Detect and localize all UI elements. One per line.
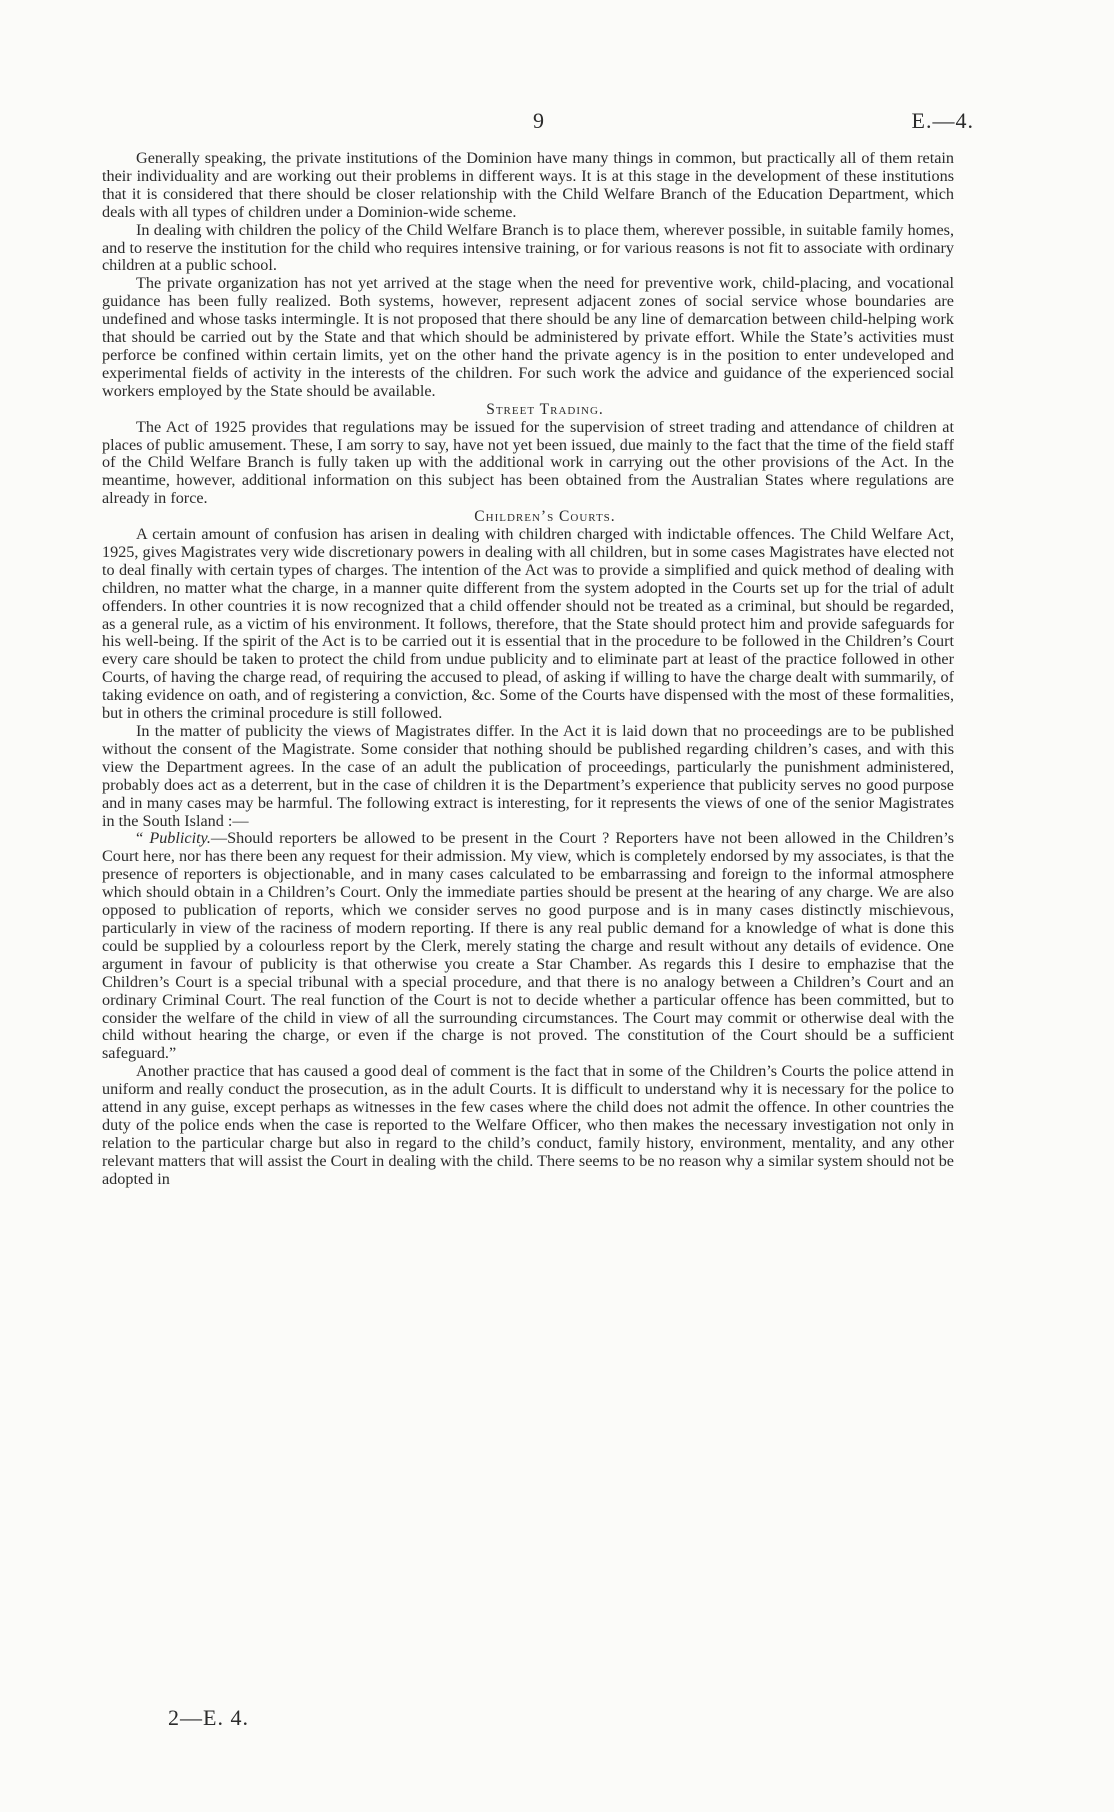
paragraph-private-organization: The private organization has not yet arrived at the stage when the need for preventive work, child-placing, and vocational guidance has been fully realized. Both systems, however, represent adjacent zones of social service whose boundaries are undefined and whose tasks intermingle. It is not proposed that there should be any line of demarcation between child-helping work that should be carried out by the State and that which should be administered by private effort. While the State’s activities must perforce be confined within certain limits, yet on the other hand the private agency is in the position to enter undeveloped and experimental fields of activity in the interests of the children. For such work the advice and guidance of the experienced social workers employed by the State should be available. — [102, 274, 954, 400]
page-number: 9 — [533, 108, 544, 133]
section-heading-street-trading: Street Trading. — [486, 400, 604, 418]
page-header — [0, 108, 1114, 138]
paragraph-publicity: In the matter of publicity the views of Magistrates differ. In the Act it is laid down that no proceedings are to be published without the consent of the Magistrate. Some consider that nothing should be published regarding children’s cases, and with this view the Department agrees. In the case of an adult the publication of proceedings, particularly the punishment administered, probably does act as a deterrent, but in the case of children it is the Department’s experience that publicity serves no good purpose and in many cases may be harmful. The following extract is interesting, for it represents the views of one of the senior Magistrates in the South Island :— — [102, 722, 954, 830]
body-text — [102, 150, 954, 1189]
paragraph-child-welfare-policy: In dealing with children the policy of the Child Welfare Branch is to place them, wherever possible, in suitable family homes, and to reserve the institution for the child who requires intensive training, or for various reasons is not fit to associate with ordinary children at a public school. — [102, 220, 954, 275]
paragraph-street-trading: The Act of 1925 provides that regulations may be issued for the supervision of street trading and attendance of children at places of public amusement. These, I am sorry to say, have not yet been issued, due mainly to the fact that the time of the field staff of the Child Welfare Branch is fully taken up with the additional work in carrying out the other provisions of the Act. In the meantime, however, additional information on this subject has been obtained from the Australian States where regulations are already in force. — [102, 417, 954, 508]
signature-mark: 2—E. 4. — [168, 1705, 249, 1730]
quote-label: Publicity. — [149, 829, 211, 848]
section-heading-childrens-courts: Children’s Courts. — [474, 508, 616, 526]
paragraph-police-practice: Another practice that has caused a good deal of comment is the fact that in some of the Children’s Courts the police attend in uniform and really conduct the prosecution, as in the adult Courts. It is difficult to understand why it is necessary for the police to attend in any guise, except perhaps as witnesses in the few cases where the child does not admit the offence. In other countries the duty of the police ends when the case is reported to the Welfare Officer, who then makes the necessary investigation not only in relation to the particular charge but also in regard to the child’s conduct, family history, environment, mentality, and any other relevant matters that will assist the Court in dealing with the child. There seems to be no reason why a similar system should not be adopted in — [102, 1062, 954, 1188]
paragraph-indictable-offences: A certain amount of confusion has arisen in dealing with children charged with indictable offences. The Child Welfare Act, 1925, gives Magistrates very wide discretionary powers in dealing with all children, but in some cases Magistrates have elected not to deal finally with certain types of charges. The intention of the Act was to provide a simplified and quick method of dealing with children, no matter what the charge, in a manner quite different from the system adopted in the Courts set up for the trial of adult offenders. In other countries it is now recognized that a child offender should not be treated as a criminal, but should be regarded, as a general rule, as a victim of his environment. It follows, therefore, that the State should protect him and provide safeguards for his well-being. If the spirit of the Act is to be carried out it is essential that in the procedure to be followed in the Children’s Court every care should be taken to protect the child from undue publicity and to eliminate part at least of the practice followed in other Courts, of having the charge read, of requiring the accused to plead, of asking if willing to have the charge dealt with summarily, of taking evidence on oath, and of registering a conviction, &c. Some of the Courts have dispensed with the most of these formalities, but in others the criminal procedure is still followed. — [102, 525, 954, 723]
quote-text: —Should reporters be allowed to be present in the Court ? Reporters have not been allowed in the Children’s Court here, nor has there been any request for their admission. My view, which is completely endorsed by my associates, is that the presence of reporters is objectionable, and in many cases calculated to be embarrassing and foreign to the informal atmosphere which should obtain in a Children’s Court. Only the immediate parties should be present at the hearing of any charge. We are also opposed to publication of reports, which we consider serves no good purpose and is in many cases distinctly mischievous, particularly in view of the raciness of modern reporting. If there is any real public demand for a knowledge of what is done this could be supplied by a colourless report by the Clerk, merely stating the charge and result without any details of evidence. One argument in favour of publicity is that otherwise you create a Star Chamber. As regards this I desire to emphazise that the Children’s Court is a special tribunal with a special procedure, and that there is no analogy between a Children’s Court and an ordinary Criminal Court. The real function of the Court is not to decide whether a particular offence has been committed, but to consider the welfare of the child in view of all the surrounding circumstances. The Court may commit or otherwise deal with the child without hearing the charge, or even if the charge is not proved. The constitution of the Court should be a sufficient safeguard.” — [102, 829, 954, 1063]
paragraph-private-institutions: Generally speaking, the private institutions of the Dominion have many things in common, but practically all of them retain their individuality and are working out their problems in different ways. It is at this stage in the development of these institutions that it is considered that there should be closer relationship with the Child Welfare Branch of the Education Department, which deals with all types of children under a Dominion-wide scheme. — [102, 149, 954, 221]
quote-open-mark: “ — [136, 829, 150, 848]
document-reference: E.—4. — [911, 108, 974, 133]
quoted-extract — [102, 830, 954, 1063]
